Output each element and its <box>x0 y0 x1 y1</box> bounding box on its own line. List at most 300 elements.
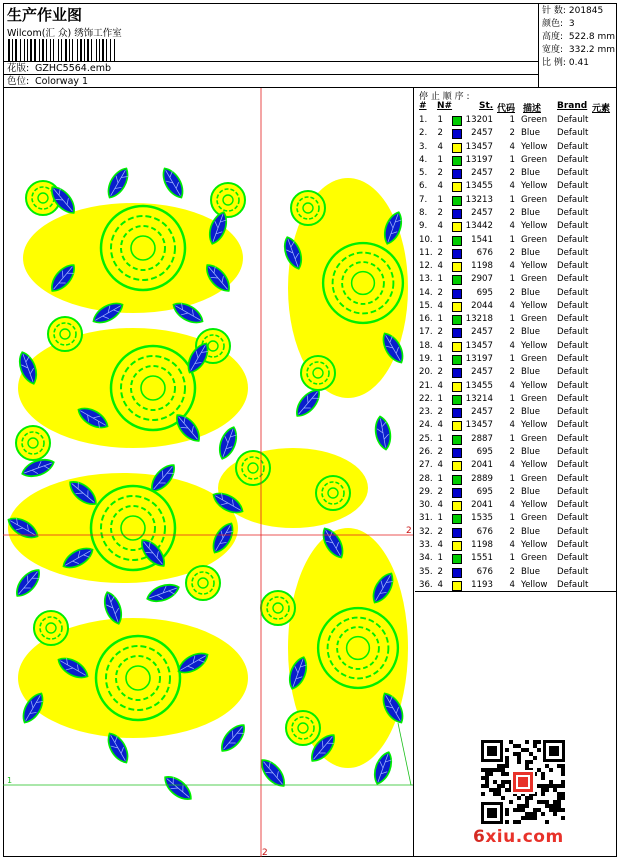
row-swatch <box>452 541 462 551</box>
row-brand: Default <box>557 447 589 457</box>
barcode-bar <box>12 39 13 61</box>
qr-module <box>561 816 565 820</box>
qr-module <box>553 804 557 808</box>
qr-module <box>545 764 549 768</box>
peony-motif <box>318 608 398 688</box>
row-stitches: 13197 <box>465 154 493 165</box>
qr-module <box>501 768 505 772</box>
qr-module <box>525 812 529 816</box>
qr-module <box>497 792 501 796</box>
qr-module <box>505 780 509 784</box>
row-stitches: 13197 <box>465 354 493 365</box>
row-index: 22. <box>419 393 433 404</box>
row-stitches: 2457 <box>471 168 493 179</box>
row-description: Green <box>521 194 548 205</box>
qr-module <box>517 752 521 756</box>
qr-module <box>553 812 557 816</box>
rose-motif <box>236 451 270 485</box>
row-description: Blue <box>521 447 541 457</box>
qr-module <box>481 768 485 772</box>
qr-module <box>497 784 501 788</box>
row-description: Blue <box>521 287 541 298</box>
row-description: Yellow <box>521 500 548 511</box>
qr-module <box>557 764 561 768</box>
qr-module <box>561 768 565 772</box>
row-needle: 2 <box>437 447 443 457</box>
row-description: Blue <box>521 486 541 497</box>
qr-module <box>529 752 533 756</box>
qr-module <box>553 800 557 804</box>
qr-module <box>505 764 509 768</box>
rose-motif <box>34 611 68 645</box>
row-description: Green <box>521 513 548 524</box>
qr-module <box>537 768 541 772</box>
stat-width: 宽度: 332.2 mm <box>542 45 616 55</box>
row-needle: 2 <box>437 207 443 218</box>
qr-module <box>541 776 545 780</box>
qr-module <box>505 812 509 816</box>
row-stitches: 13455 <box>465 380 493 391</box>
barcode-bar <box>46 39 47 61</box>
row-needle: 2 <box>437 287 443 298</box>
stop-row <box>415 287 617 300</box>
row-swatch <box>452 382 462 392</box>
qr-module <box>529 816 533 820</box>
col-needle: N# <box>437 101 453 111</box>
qr-module <box>521 816 525 820</box>
row-code: 1 <box>509 115 515 125</box>
row-index: 16. <box>419 314 433 325</box>
row-code: 2 <box>509 247 515 258</box>
row-swatch <box>452 275 462 285</box>
rose-motif <box>286 711 320 745</box>
row-description: Green <box>521 115 548 125</box>
row-swatch <box>452 342 462 352</box>
row-index: 11. <box>419 247 433 258</box>
row-code: 2 <box>509 168 515 179</box>
barcode-bar <box>72 39 73 61</box>
stop-row <box>415 579 617 592</box>
row-needle: 4 <box>437 420 443 431</box>
row-swatch <box>452 528 462 538</box>
qr-module <box>541 792 545 796</box>
row-index: 25. <box>419 433 433 444</box>
row-description: Blue <box>521 526 541 537</box>
row-code: 4 <box>509 181 515 192</box>
qr-module <box>549 768 553 772</box>
row-index: 9. <box>419 221 428 232</box>
row-description: Green <box>521 154 548 165</box>
stop-row <box>415 499 617 512</box>
row-stitches: 1198 <box>471 261 493 272</box>
row-index: 34. <box>419 553 433 564</box>
row-stitches: 2889 <box>471 473 493 484</box>
row-description: Yellow <box>521 141 548 152</box>
qr-module <box>557 808 561 812</box>
row-swatch <box>452 249 462 259</box>
row-index: 10. <box>419 234 433 245</box>
row-brand: Default <box>557 327 589 338</box>
row-stitches: 13457 <box>465 420 493 431</box>
qr-module <box>545 804 549 808</box>
row-needle: 1 <box>437 513 443 524</box>
row-needle: 2 <box>437 168 443 179</box>
qr-module <box>489 768 493 772</box>
company-name: Wilcom(汇 众) 绣饰工作室 <box>7 28 122 39</box>
qr-module <box>533 740 537 744</box>
col-description: 描述 <box>523 104 542 114</box>
worksheet-title: 生产作业图 <box>7 6 83 24</box>
row-index: 36. <box>419 579 433 590</box>
row-stitches: 676 <box>476 526 493 537</box>
qr-module <box>505 760 509 764</box>
stop-row <box>415 380 617 393</box>
row-swatch <box>452 554 462 564</box>
row-index: 8. <box>419 207 428 218</box>
row-swatch <box>452 368 462 378</box>
row-brand: Default <box>557 247 589 258</box>
row-stitches: 676 <box>476 566 493 577</box>
file-value: GZHC5564.emb <box>35 63 111 74</box>
rose-motif <box>301 356 335 390</box>
row-index: 24. <box>419 420 433 431</box>
file-label: 花版: <box>7 63 30 74</box>
qr-module <box>557 796 561 800</box>
row-code: 4 <box>509 579 515 590</box>
row-stitches: 2907 <box>471 274 493 285</box>
barcode-bar <box>61 39 62 61</box>
rose-motif <box>211 183 245 217</box>
barcode-bar <box>53 39 54 61</box>
row-description: Yellow <box>521 539 548 550</box>
qr-module <box>509 740 513 744</box>
row-stitches: 13457 <box>465 141 493 152</box>
row-brand: Default <box>557 115 589 125</box>
stop-row <box>415 154 617 167</box>
row-needle: 4 <box>437 340 443 351</box>
design-stats <box>539 3 617 87</box>
row-needle: 2 <box>437 128 443 139</box>
row-code: 4 <box>509 380 515 391</box>
row-description: Yellow <box>521 340 548 351</box>
row-stitches: 1193 <box>471 579 493 590</box>
qr-module <box>553 788 557 792</box>
peony-motif <box>96 636 180 720</box>
qr-module <box>537 808 541 812</box>
stop-row <box>415 300 617 313</box>
qr-module <box>517 804 521 808</box>
barcode-bar <box>50 39 51 61</box>
rose-motif <box>186 566 220 600</box>
row-stitches: 2457 <box>471 407 493 418</box>
embroidery-design <box>3 88 414 857</box>
row-index: 14. <box>419 287 433 298</box>
qr-module <box>501 796 505 800</box>
qr-module <box>513 752 517 756</box>
row-needle: 4 <box>437 261 443 272</box>
row-stitches: 695 <box>476 287 493 298</box>
stop-row <box>415 167 617 180</box>
row-brand: Default <box>557 181 589 192</box>
qr-module <box>557 792 561 796</box>
rose-motif <box>48 317 82 351</box>
leaf-motif <box>373 415 393 451</box>
row-needle: 1 <box>437 433 443 444</box>
barcode-bar <box>65 39 67 61</box>
row-swatch <box>452 408 462 418</box>
stat-scale: 比 例: 0.41 <box>542 58 589 68</box>
qr-module <box>537 748 541 752</box>
qr-module <box>501 784 505 788</box>
qr-module <box>487 808 497 818</box>
qr-module <box>485 768 489 772</box>
stat-height: 高度: 522.8 mm <box>542 32 616 42</box>
barcode-bar <box>20 39 21 61</box>
barcode-bar <box>96 39 97 61</box>
row-brand: Default <box>557 354 589 365</box>
footer-panel <box>415 592 617 857</box>
qr-module <box>545 784 549 788</box>
qr-module <box>529 812 533 816</box>
qr-module <box>549 780 553 784</box>
qr-module <box>561 764 565 768</box>
stop-row <box>415 526 617 539</box>
qr-module <box>493 792 497 796</box>
row-brand: Default <box>557 526 589 537</box>
row-stitches: 695 <box>476 447 493 457</box>
stop-row <box>415 419 617 432</box>
row-description: Green <box>521 553 548 564</box>
row-description: Blue <box>521 367 541 378</box>
embroidery-preview <box>3 88 414 857</box>
qr-module <box>497 788 501 792</box>
stop-row <box>415 566 617 579</box>
qr-module <box>485 772 489 776</box>
leaf-motif <box>161 772 196 804</box>
row-needle: 2 <box>437 367 443 378</box>
row-swatch <box>452 116 462 126</box>
barcode-bar <box>87 39 89 61</box>
qr-module <box>505 808 509 812</box>
row-description: Green <box>521 393 548 404</box>
row-description: Blue <box>521 327 541 338</box>
row-stitches: 13218 <box>465 314 493 325</box>
row-swatch <box>452 501 462 511</box>
col-index: # <box>419 101 427 111</box>
row-code: 2 <box>509 526 515 537</box>
row-description: Yellow <box>521 420 548 431</box>
row-index: 21. <box>419 380 433 391</box>
row-stitches: 2457 <box>471 327 493 338</box>
barcode-bar <box>77 39 78 61</box>
qr-module <box>481 792 485 796</box>
qr-module <box>533 756 537 760</box>
row-swatch <box>452 568 462 578</box>
qr-module <box>521 804 525 808</box>
row-code: 1 <box>509 513 515 524</box>
row-needle: 1 <box>437 354 443 365</box>
row-stitches: 13457 <box>465 340 493 351</box>
row-index: 17. <box>419 327 433 338</box>
qr-module <box>537 784 541 788</box>
row-code: 4 <box>509 300 515 311</box>
qr-code <box>481 740 565 824</box>
row-swatch <box>452 581 462 591</box>
row-swatch <box>452 355 462 365</box>
qr-module <box>509 800 513 804</box>
barcode-bar <box>114 39 115 61</box>
qr-module <box>533 816 537 820</box>
stop-row <box>415 180 617 193</box>
row-brand: Default <box>557 261 589 272</box>
qr-module <box>525 740 529 744</box>
row-swatch <box>452 169 462 179</box>
qr-module <box>493 788 497 792</box>
qr-module <box>501 772 505 776</box>
stop-row <box>415 473 617 486</box>
row-needle: 1 <box>437 473 443 484</box>
qr-module <box>501 764 505 768</box>
qr-module <box>517 756 521 760</box>
row-description: Green <box>521 274 548 285</box>
qr-module <box>489 772 493 776</box>
row-needle: 4 <box>437 221 443 232</box>
guide-h-label: 2 <box>406 526 412 536</box>
row-description: Blue <box>521 168 541 179</box>
qr-module <box>557 804 561 808</box>
qr-module <box>493 780 497 784</box>
row-swatch <box>452 262 462 272</box>
row-index: 26. <box>419 447 433 457</box>
qr-module <box>505 820 509 824</box>
row-code: 4 <box>509 539 515 550</box>
row-needle: 2 <box>437 526 443 537</box>
qr-module <box>561 808 565 812</box>
qr-module <box>513 820 517 824</box>
stop-row <box>415 486 617 499</box>
stop-row <box>415 433 617 446</box>
col-stitches: St. <box>479 101 494 111</box>
row-brand: Default <box>557 420 589 431</box>
stop-row <box>415 194 617 207</box>
row-needle: 1 <box>437 553 443 564</box>
colorway-value: Colorway 1 <box>35 76 89 87</box>
qr-module <box>481 776 485 780</box>
qr-module <box>501 780 505 784</box>
stop-row <box>415 207 617 220</box>
stop-row <box>415 539 617 552</box>
qr-module <box>557 800 561 804</box>
row-index: 33. <box>419 539 433 550</box>
row-swatch <box>452 302 462 312</box>
row-stitches: 2041 <box>471 500 493 511</box>
row-swatch <box>452 475 462 485</box>
row-index: 29. <box>419 486 433 497</box>
qr-module <box>518 777 528 787</box>
row-stitches: 13455 <box>465 181 493 192</box>
row-stitches: 676 <box>476 247 493 258</box>
row-index: 28. <box>419 473 433 484</box>
qr-module <box>497 768 501 772</box>
qr-module <box>541 784 545 788</box>
stop-row <box>415 406 617 419</box>
worksheet-header <box>3 3 617 88</box>
qr-module <box>553 784 557 788</box>
row-needle: 4 <box>437 300 443 311</box>
stop-sequence-panel <box>415 88 617 592</box>
leaf-motif <box>216 425 241 461</box>
row-stitches: 2457 <box>471 128 493 139</box>
qr-module <box>549 808 553 812</box>
row-needle: 2 <box>437 327 443 338</box>
qr-module <box>525 764 529 768</box>
barcode-bar <box>69 39 70 61</box>
stop-row <box>415 459 617 472</box>
qr-module <box>513 808 517 812</box>
row-index: 31. <box>419 513 433 524</box>
row-index: 1. <box>419 115 428 125</box>
stat-stitches: 针 数: 201845 <box>542 6 604 16</box>
row-needle: 4 <box>437 500 443 511</box>
row-stitches: 13213 <box>465 194 493 205</box>
stop-row <box>415 353 617 366</box>
row-description: Blue <box>521 566 541 577</box>
stop-row <box>415 512 617 525</box>
row-index: 12. <box>419 261 433 272</box>
row-stitches: 13201 <box>465 115 493 125</box>
row-swatch <box>452 143 462 153</box>
row-needle: 1 <box>437 234 443 245</box>
row-needle: 1 <box>437 393 443 404</box>
row-stitches: 2457 <box>471 207 493 218</box>
qr-module <box>485 784 489 788</box>
row-code: 1 <box>509 553 515 564</box>
row-code: 1 <box>509 274 515 285</box>
rose-motif <box>316 476 350 510</box>
row-brand: Default <box>557 234 589 245</box>
row-index: 35. <box>419 566 433 577</box>
row-description: Blue <box>521 207 541 218</box>
qr-module <box>541 772 545 776</box>
barcode-bar <box>102 39 104 61</box>
row-swatch <box>452 448 462 458</box>
row-needle: 4 <box>437 579 443 590</box>
qr-module <box>549 746 559 756</box>
qr-module <box>493 768 497 772</box>
row-code: 2 <box>509 327 515 338</box>
row-code: 4 <box>509 221 515 232</box>
row-stitches: 2887 <box>471 433 493 444</box>
qr-module <box>545 788 549 792</box>
row-code: 4 <box>509 420 515 431</box>
stop-sequence-title: 停 止 顺 序 : <box>419 92 470 102</box>
row-brand: Default <box>557 513 589 524</box>
row-brand: Default <box>557 207 589 218</box>
row-swatch <box>452 182 462 192</box>
qr-module <box>517 796 521 800</box>
row-code: 2 <box>509 287 515 298</box>
row-needle: 2 <box>437 486 443 497</box>
qr-module <box>561 780 565 784</box>
row-code: 4 <box>509 340 515 351</box>
row-index: 27. <box>419 460 433 471</box>
row-index: 4. <box>419 154 428 165</box>
row-code: 2 <box>509 128 515 139</box>
qr-module <box>561 796 565 800</box>
row-code: 2 <box>509 407 515 418</box>
stop-row <box>415 260 617 273</box>
row-code: 1 <box>509 154 515 165</box>
